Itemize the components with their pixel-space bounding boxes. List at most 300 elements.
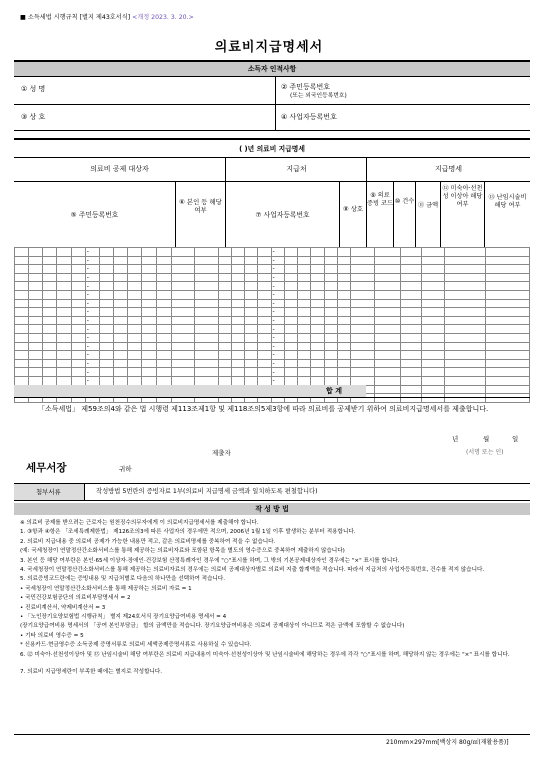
table-cell[interactable] [350,290,374,299]
table-cell[interactable] [29,290,43,299]
table-cell[interactable] [114,273,128,282]
table-cell-dash[interactable]: - [85,256,99,265]
table-cell[interactable] [171,248,195,257]
table-cell-dash[interactable]: - [271,265,284,274]
table-cell[interactable] [311,342,324,351]
table-cell[interactable] [142,265,156,274]
table-cell[interactable] [29,265,43,274]
table-cell-dash[interactable]: - [85,342,99,351]
table-cell-dash[interactable]: - [85,316,99,325]
table-cell[interactable] [43,265,57,274]
table-cell-dash[interactable]: - [271,368,284,377]
table-cell[interactable] [400,265,421,274]
table-cell[interactable] [29,359,43,368]
table-cell[interactable] [156,376,171,385]
table-cell-dash[interactable]: - [271,359,284,368]
table-cell[interactable] [375,325,400,334]
table-cell[interactable] [350,376,374,385]
table-cell[interactable] [218,376,231,385]
table-cell[interactable] [337,342,350,351]
table-cell[interactable] [245,316,258,325]
table-cell[interactable] [43,290,57,299]
table-cell[interactable] [156,248,171,257]
table-cell[interactable] [245,376,258,385]
table-cell[interactable] [421,290,445,299]
table-cell[interactable] [195,368,219,377]
table-cell-dash[interactable]: - [85,299,99,308]
company-field[interactable] [80,108,270,126]
table-cell[interactable] [284,316,297,325]
table-cell[interactable] [486,290,530,299]
table-cell[interactable] [114,368,128,377]
table-cell-dash[interactable]: - [85,248,99,257]
table-cell[interactable] [195,376,219,385]
table-cell[interactable] [421,333,445,342]
table-cell[interactable] [218,265,231,274]
table-cell[interactable] [375,256,400,265]
table-cell[interactable] [57,333,71,342]
table-cell[interactable] [156,368,171,377]
table-cell[interactable] [100,273,114,282]
table-cell[interactable] [231,282,244,291]
table-cell[interactable] [29,368,43,377]
table-cell[interactable] [71,273,85,282]
table-cell[interactable] [128,256,142,265]
table-cell[interactable] [57,248,71,257]
table-cell[interactable] [337,333,350,342]
table-cell[interactable] [421,368,445,377]
table-cell[interactable] [337,248,350,257]
table-cell[interactable] [171,265,195,274]
table-cell[interactable] [171,273,195,282]
table-cell[interactable] [29,342,43,351]
table-cell[interactable] [171,316,195,325]
table-cell[interactable] [245,282,258,291]
table-cell[interactable] [43,316,57,325]
table-cell[interactable] [114,316,128,325]
table-cell[interactable] [375,282,400,291]
table-cell[interactable] [284,351,297,360]
table-cell[interactable] [128,316,142,325]
table-cell[interactable] [400,248,421,257]
table-cell[interactable] [231,325,244,334]
table-cell[interactable] [171,359,195,368]
table-cell[interactable] [311,265,324,274]
table-cell[interactable] [298,256,311,265]
table-cell[interactable] [445,248,486,257]
table-cell[interactable] [29,376,43,385]
table-cell[interactable] [29,308,43,317]
table-cell[interactable] [284,299,297,308]
table-cell[interactable] [421,316,445,325]
table-cell[interactable] [284,376,297,385]
table-cell[interactable] [421,342,445,351]
table-cell[interactable] [218,282,231,291]
table-cell[interactable] [171,376,195,385]
table-cell[interactable] [156,333,171,342]
table-cell[interactable] [218,299,231,308]
table-cell[interactable] [218,368,231,377]
table-cell-dash[interactable]: - [85,273,99,282]
table-cell[interactable] [486,265,530,274]
table-cell[interactable] [43,351,57,360]
table-cell[interactable] [43,325,57,334]
name-field[interactable] [80,80,270,100]
table-cell[interactable] [486,308,530,317]
table-cell[interactable] [421,282,445,291]
table-cell[interactable] [486,351,530,360]
table-cell[interactable] [284,342,297,351]
table-cell[interactable] [311,316,324,325]
table-cell[interactable] [156,273,171,282]
table-cell[interactable] [421,248,445,257]
table-cell[interactable] [231,248,244,257]
table-cell[interactable] [400,282,421,291]
table-cell[interactable] [142,282,156,291]
table-cell[interactable] [258,376,271,385]
table-cell[interactable] [15,342,29,351]
table-cell[interactable] [29,248,43,257]
table-cell[interactable] [258,368,271,377]
table-cell[interactable] [298,333,311,342]
table-cell[interactable] [400,273,421,282]
table-cell[interactable] [43,376,57,385]
table-cell[interactable] [298,299,311,308]
table-cell[interactable] [57,256,71,265]
table-cell[interactable] [15,290,29,299]
table-cell[interactable] [142,273,156,282]
table-cell[interactable] [324,248,337,257]
table-cell[interactable] [375,351,400,360]
table-cell[interactable] [375,248,400,257]
table-cell[interactable] [421,273,445,282]
table-cell[interactable] [258,256,271,265]
table-cell[interactable] [324,333,337,342]
table-cell[interactable] [258,290,271,299]
table-cell[interactable] [171,256,195,265]
table-cell[interactable] [57,368,71,377]
table-cell[interactable] [311,325,324,334]
table-cell[interactable] [375,316,400,325]
table-cell[interactable] [171,342,195,351]
table-cell[interactable] [71,325,85,334]
table-cell[interactable] [15,325,29,334]
table-cell[interactable] [100,299,114,308]
table-cell[interactable] [100,342,114,351]
table-cell[interactable] [57,299,71,308]
table-cell[interactable] [375,376,400,385]
table-cell[interactable] [245,299,258,308]
table-cell[interactable] [400,290,421,299]
table-cell[interactable] [324,359,337,368]
table-cell[interactable] [114,376,128,385]
table-cell-dash[interactable]: - [271,333,284,342]
table-cell[interactable] [231,273,244,282]
table-cell[interactable] [71,265,85,274]
table-cell[interactable] [284,273,297,282]
table-cell[interactable] [15,316,29,325]
table-cell[interactable] [15,273,29,282]
table-cell[interactable] [445,316,486,325]
table-cell[interactable] [350,351,374,360]
table-cell[interactable] [337,368,350,377]
table-cell[interactable] [15,359,29,368]
table-cell[interactable] [231,351,244,360]
table-cell[interactable] [375,333,400,342]
table-cell[interactable] [486,325,530,334]
table-cell[interactable] [128,299,142,308]
table-cell[interactable] [142,308,156,317]
table-cell[interactable] [258,308,271,317]
table-cell-dash[interactable]: - [271,308,284,317]
table-cell[interactable] [15,368,29,377]
table-cell[interactable] [375,290,400,299]
table-cell[interactable] [245,273,258,282]
table-cell[interactable] [114,325,128,334]
table-cell[interactable] [421,308,445,317]
table-cell[interactable] [445,256,486,265]
table-cell[interactable] [486,316,530,325]
table-cell[interactable] [258,351,271,360]
table-cell-dash[interactable]: - [85,359,99,368]
table-cell[interactable] [15,282,29,291]
table-cell[interactable] [284,256,297,265]
table-cell[interactable] [284,368,297,377]
table-cell[interactable] [350,333,374,342]
table-cell[interactable] [57,342,71,351]
table-cell[interactable] [311,368,324,377]
table-cell[interactable] [15,256,29,265]
table-cell[interactable] [350,256,374,265]
table-cell[interactable] [421,376,445,385]
table-cell[interactable] [128,333,142,342]
table-cell[interactable] [324,273,337,282]
table-cell[interactable] [195,299,219,308]
table-cell[interactable] [324,265,337,274]
table-cell[interactable] [298,308,311,317]
table-cell[interactable] [142,359,156,368]
table-cell[interactable] [128,273,142,282]
table-cell[interactable] [486,299,530,308]
table-cell[interactable] [311,248,324,257]
table-cell[interactable] [421,359,445,368]
table-cell[interactable] [43,333,57,342]
table-cell[interactable] [245,351,258,360]
table-cell[interactable] [114,342,128,351]
table-cell[interactable] [156,359,171,368]
table-cell[interactable] [114,359,128,368]
table-cell[interactable] [337,325,350,334]
table-cell[interactable] [142,299,156,308]
table-cell[interactable] [71,333,85,342]
table-cell[interactable] [258,325,271,334]
table-cell[interactable] [71,282,85,291]
table-cell[interactable] [258,342,271,351]
table-cell[interactable] [311,273,324,282]
table-cell[interactable] [400,256,421,265]
table-cell[interactable] [324,316,337,325]
table-cell[interactable] [298,316,311,325]
table-cell[interactable] [100,256,114,265]
table-cell[interactable] [218,248,231,257]
table-cell[interactable] [445,308,486,317]
table-cell[interactable] [375,308,400,317]
table-cell[interactable] [284,359,297,368]
table-cell[interactable] [445,299,486,308]
table-cell[interactable] [156,342,171,351]
table-cell[interactable] [350,265,374,274]
table-cell[interactable] [400,308,421,317]
table-cell[interactable] [171,282,195,291]
table-cell[interactable] [245,256,258,265]
table-cell[interactable] [29,282,43,291]
table-cell[interactable] [43,248,57,257]
table-cell[interactable] [142,342,156,351]
table-cell[interactable] [445,273,486,282]
table-cell[interactable] [324,256,337,265]
table-cell[interactable] [43,273,57,282]
table-cell[interactable] [284,282,297,291]
table-cell-dash[interactable]: - [271,351,284,360]
table-cell[interactable] [71,359,85,368]
table-cell[interactable] [218,342,231,351]
table-cell[interactable] [71,290,85,299]
table-cell[interactable] [128,290,142,299]
table-cell[interactable] [100,316,114,325]
table-cell[interactable] [298,282,311,291]
table-cell[interactable] [171,325,195,334]
table-cell[interactable] [29,325,43,334]
table-cell[interactable] [71,299,85,308]
table-cell[interactable] [284,265,297,274]
table-cell[interactable] [375,368,400,377]
table-cell[interactable] [100,359,114,368]
table-cell[interactable] [350,325,374,334]
table-cell[interactable] [100,265,114,274]
table-cell[interactable] [231,333,244,342]
table-cell[interactable] [400,376,421,385]
table-cell[interactable] [337,273,350,282]
table-cell[interactable] [231,299,244,308]
table-cell[interactable] [171,333,195,342]
table-cell[interactable] [350,248,374,257]
table-cell[interactable] [324,342,337,351]
table-cell[interactable] [400,316,421,325]
table-cell-dash[interactable]: - [271,342,284,351]
table-cell[interactable] [324,282,337,291]
table-cell[interactable] [298,342,311,351]
table-cell[interactable] [445,333,486,342]
table-cell[interactable] [128,359,142,368]
table-cell[interactable] [29,273,43,282]
table-cell[interactable] [231,316,244,325]
table-cell[interactable] [142,351,156,360]
table-cell[interactable] [218,359,231,368]
table-cell-dash[interactable]: - [271,290,284,299]
table-cell[interactable] [311,308,324,317]
table-cell[interactable] [400,359,421,368]
table-cell[interactable] [71,316,85,325]
table-cell[interactable] [114,308,128,317]
table-cell[interactable] [284,248,297,257]
table-cell[interactable] [128,368,142,377]
table-cell[interactable] [400,333,421,342]
table-cell-dash[interactable]: - [85,376,99,385]
table-cell[interactable] [231,308,244,317]
table-cell[interactable] [350,308,374,317]
table-cell[interactable] [100,308,114,317]
table-cell[interactable] [400,342,421,351]
table-cell[interactable] [218,325,231,334]
table-cell[interactable] [258,316,271,325]
table-cell[interactable] [258,248,271,257]
table-cell[interactable] [445,359,486,368]
table-cell[interactable] [100,325,114,334]
table-cell[interactable] [43,368,57,377]
table-cell[interactable] [195,290,219,299]
table-cell[interactable] [445,342,486,351]
table-cell[interactable] [324,325,337,334]
table-cell[interactable] [171,290,195,299]
table-cell[interactable] [114,290,128,299]
table-cell[interactable] [375,299,400,308]
table-cell[interactable] [195,282,219,291]
table-cell[interactable] [29,333,43,342]
table-cell[interactable] [156,325,171,334]
table-cell[interactable] [100,351,114,360]
table-cell-dash[interactable]: - [85,265,99,274]
table-cell[interactable] [298,376,311,385]
table-cell[interactable] [128,342,142,351]
table-cell[interactable] [375,265,400,274]
table-cell[interactable] [43,359,57,368]
table-cell[interactable] [337,282,350,291]
table-cell[interactable] [258,265,271,274]
table-cell[interactable] [400,368,421,377]
table-cell[interactable] [350,359,374,368]
table-cell[interactable] [258,299,271,308]
table-cell[interactable] [400,299,421,308]
table-cell[interactable] [142,248,156,257]
table-cell[interactable] [15,265,29,274]
table-cell[interactable] [311,333,324,342]
table-cell[interactable] [375,342,400,351]
table-cell[interactable] [298,368,311,377]
table-cell[interactable] [311,256,324,265]
table-cell[interactable] [350,342,374,351]
table-cell[interactable] [128,351,142,360]
table-cell[interactable] [337,359,350,368]
table-cell[interactable] [486,273,530,282]
table-cell[interactable] [375,273,400,282]
table-cell[interactable] [298,325,311,334]
table-cell[interactable] [486,376,530,385]
table-cell[interactable] [156,265,171,274]
table-cell[interactable] [15,308,29,317]
table-cell[interactable] [195,342,219,351]
table-cell[interactable] [57,316,71,325]
table-cell[interactable] [195,316,219,325]
table-cell[interactable] [245,308,258,317]
table-cell[interactable] [311,376,324,385]
table-cell[interactable] [128,308,142,317]
table-cell[interactable] [15,351,29,360]
table-cell[interactable] [218,316,231,325]
table-cell[interactable] [445,376,486,385]
table-cell[interactable] [142,256,156,265]
table-cell[interactable] [324,308,337,317]
table-cell[interactable] [218,256,231,265]
